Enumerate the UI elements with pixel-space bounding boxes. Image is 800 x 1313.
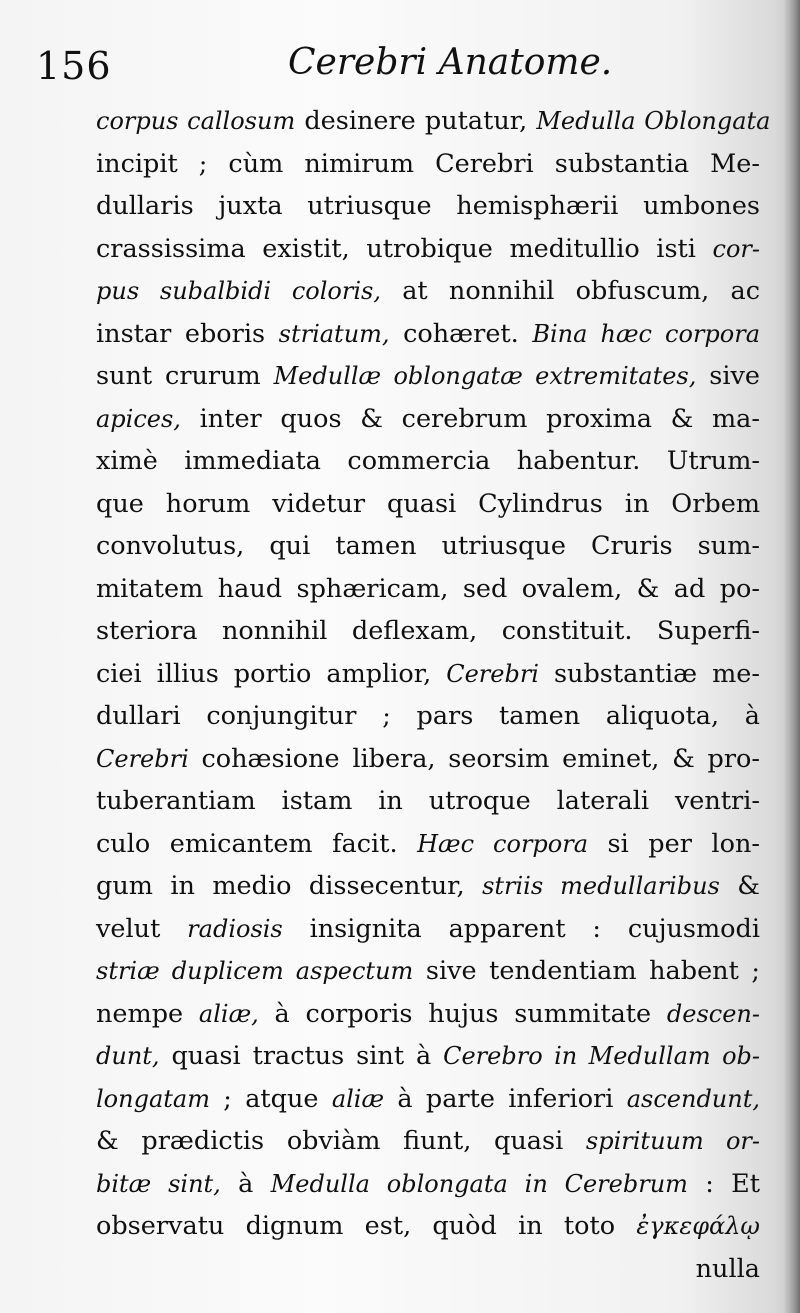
italic-run: Medullæ oblongatæ extremitates,: [273, 362, 697, 390]
text-run: insignita apparent : cujusmodi: [282, 913, 760, 944]
text-line: [96, 1035, 760, 1078]
text-run: quasi tractus sint à: [159, 1041, 444, 1071]
text-run: substantiæ me-: [538, 658, 760, 689]
text-line: [96, 1205, 760, 1248]
italic-run: Medulla oblongata in Cerebrum: [270, 1169, 688, 1198]
text-run: si per lon-: [588, 828, 760, 859]
text-line: [96, 653, 760, 696]
text-line: [96, 568, 760, 611]
text-line: [96, 908, 760, 951]
text-run: cohæsione libera, seorsim eminet, & pro-: [188, 743, 760, 774]
page-header: [36, 38, 756, 98]
text-run: observatu dignum est, quòd in toto: [96, 1211, 637, 1241]
text-line: [96, 950, 760, 993]
text-run: at nonnihil obfuscum, ac: [380, 276, 761, 306]
text-line: [96, 483, 760, 526]
text-line: [96, 398, 760, 441]
text-line: [96, 1248, 760, 1291]
italic-run: aliæ,: [198, 999, 259, 1028]
text-run: incipit ; cùm nimirum Cerebri substantia Me-: [96, 148, 760, 179]
text-line: [96, 355, 760, 398]
text-line: [96, 823, 760, 866]
italic-run: descen-: [666, 999, 760, 1028]
italic-run: Bina hæc corpora: [532, 319, 761, 348]
text-run: ciei illius portio amplior,: [96, 658, 447, 689]
italic-run: longatam: [96, 1084, 210, 1113]
text-run: culo emicantem facit.: [96, 828, 418, 859]
italic-run: bitæ sint,: [96, 1169, 221, 1198]
text-line: [96, 780, 760, 823]
text-run: desinere putatur,: [295, 106, 537, 136]
text-run: nempe: [96, 998, 199, 1029]
text-run: cohæret.: [389, 318, 533, 349]
text-run: gum in medio dissecentur,: [96, 871, 483, 901]
italic-run: Medulla Oblongata: [536, 107, 771, 135]
text-run: sunt crurum: [96, 361, 274, 391]
text-run: mitatem haud sphæricam, sed ovalem, & ad po-: [96, 573, 760, 604]
text-run: & prædictis obviàm fiunt, quasi: [96, 1126, 586, 1156]
italic-run: aliæ: [331, 1084, 385, 1113]
text-run: : Et: [687, 1168, 761, 1199]
text-line: [96, 100, 771, 143]
italic-run: striis medullaribus: [482, 872, 720, 900]
italic-run: Cerebro in Medullam ob-: [443, 1042, 761, 1070]
text-line: [96, 525, 760, 568]
italic-run: striatum,: [278, 319, 390, 348]
text-line: [96, 185, 760, 228]
italic-run: cor-: [712, 234, 760, 263]
italic-run: dunt,: [96, 1042, 160, 1070]
text-line: [96, 228, 760, 271]
text-line: [96, 738, 760, 781]
text-run: tuberantiam istam in utroque laterali ventri-: [96, 786, 760, 816]
text-run: &: [719, 871, 760, 901]
text-line: [96, 270, 760, 313]
text-run: inter quos & cerebrum proxima & ma-: [180, 403, 760, 434]
text-line: [96, 1078, 760, 1121]
text-run: ; atque: [209, 1083, 332, 1114]
italic-run: striæ duplicem aspectum: [96, 957, 414, 985]
body-text: [96, 100, 771, 1290]
text-line: [96, 695, 760, 738]
italic-run: spirituum or-: [585, 1127, 760, 1155]
text-line: [96, 440, 760, 483]
text-run: dullaris juxta utriusque hemisphærii umbones: [96, 191, 760, 221]
italic-run: radiosis: [187, 914, 283, 943]
text-run: convolutus, qui tamen utriusque Cruris sum-: [96, 531, 760, 561]
text-line: [96, 1163, 760, 1206]
text-run: nulla: [695, 1253, 760, 1284]
text-line: [96, 1120, 760, 1163]
text-run: velut: [96, 913, 188, 944]
text-run: crassissima existit, utrobique meditullio isti: [96, 233, 713, 264]
italic-run: ascendunt,: [626, 1084, 760, 1113]
italic-run: corpus callosum: [96, 107, 296, 135]
running-head: Cerebri Anatome.: [288, 42, 613, 83]
text-run: sive tendentiam habent ;: [413, 956, 760, 986]
text-line: [96, 865, 760, 908]
text-run: instar eboris: [96, 318, 279, 349]
text-run: que horum videtur quasi Cylindrus in Orbem: [96, 488, 760, 519]
italic-run: pus subalbidi coloris,: [96, 277, 381, 305]
page-edge-shadow: [784, 0, 800, 1313]
page-number: 156: [36, 44, 112, 88]
italic-run: Hæc corpora: [417, 829, 589, 858]
text-line: [96, 143, 760, 186]
text-run: sive: [696, 361, 760, 391]
text-run: à corporis hujus summitate: [258, 998, 667, 1029]
text-run: steriora nonnihil deflexam, constituit. Superfi-: [96, 616, 760, 646]
text-line: [96, 313, 760, 356]
text-line: [96, 993, 760, 1036]
text-run: ximè immediata commercia habentur. Utrum-: [96, 446, 760, 476]
italic-run: ἐγκεφάλῳ: [636, 1212, 760, 1240]
italic-run: Cerebri: [446, 659, 539, 688]
text-run: à: [220, 1168, 271, 1199]
italic-run: apices,: [96, 404, 181, 433]
text-run: dullari conjungitur ; pars tamen aliquota, à: [96, 701, 760, 731]
text-line: [96, 610, 760, 653]
text-run: à parte inferiori: [384, 1083, 627, 1114]
italic-run: Cerebri: [96, 744, 189, 773]
